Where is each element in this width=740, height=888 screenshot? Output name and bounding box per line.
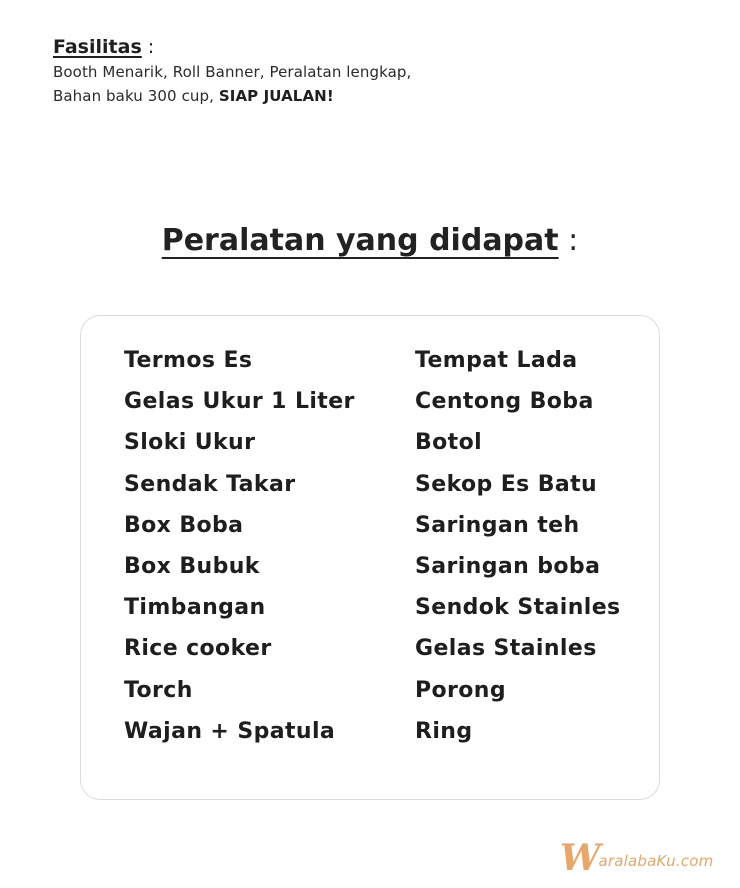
equipment-list-right [415, 340, 621, 752]
equipment-item: Wajan + Spatula [124, 718, 336, 744]
fasilitas-line-1: Booth Menarik, Roll Banner, Peralatan lengkap, [53, 63, 412, 81]
equipment-item: Sekop Es Batu [415, 471, 598, 497]
equipment-list-left [124, 340, 355, 752]
equipment-item: Termos Es [124, 348, 253, 373]
equipment-item: Timbangan [124, 595, 266, 621]
fasilitas-line-2-bold: SIAP JUALAN! [218, 87, 334, 105]
equipment-item: Saringan boba [415, 554, 601, 580]
equipment-item: Sloki Ukur [124, 430, 256, 456]
equipment-item: Gelas Stainles [415, 636, 597, 662]
equipment-item: Sendak Takar [124, 471, 296, 497]
equipment-item: Rice cooker [124, 636, 272, 662]
equipment-item: Gelas Ukur 1 Liter [124, 389, 355, 415]
fasilitas-title-text: Fasilitas [53, 36, 142, 58]
equipment-item: Centong Boba [415, 389, 594, 415]
fasilitas-section [53, 34, 613, 108]
equipment-heading-text: Peralatan yang didapat [161, 223, 559, 258]
fasilitas-line-2 [53, 84, 613, 108]
equipment-card [80, 315, 660, 800]
equipment-item: Sendok Stainles [415, 595, 621, 621]
equipment-heading-colon: : [558, 223, 579, 258]
equipment-item: Ring [415, 718, 473, 744]
fasilitas-title [53, 34, 613, 60]
equipment-item: Botol [415, 430, 483, 456]
equipment-item: Torch [124, 677, 193, 703]
equipment-heading [0, 219, 740, 263]
equipment-item: Saringan teh [415, 512, 580, 538]
equipment-item: Tempat Lada [415, 348, 578, 373]
equipment-item: Box Boba [124, 512, 244, 538]
watermark-text: aralabaKu.com [598, 852, 714, 870]
fasilitas-line-2-text: Bahan baku 300 cup, [53, 87, 219, 105]
waralabaku-watermark [560, 838, 730, 878]
fasilitas-title-colon: : [141, 36, 155, 58]
equipment-item: Porong [415, 677, 507, 703]
equipment-item: Box Bubuk [124, 554, 260, 580]
watermark-initial: W [560, 837, 601, 879]
